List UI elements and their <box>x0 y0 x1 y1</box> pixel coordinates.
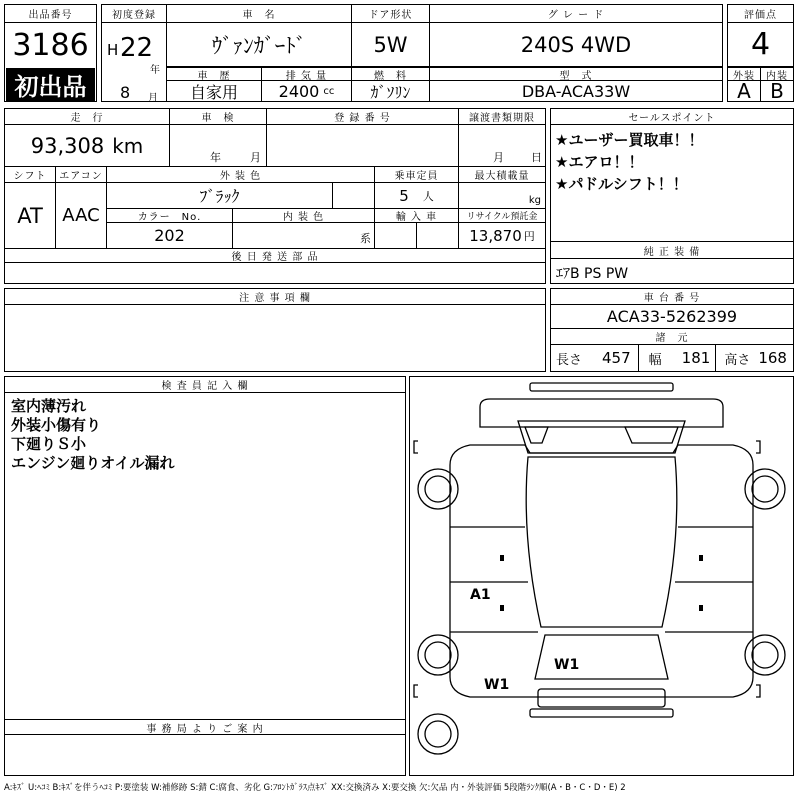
lot-block <box>4 4 97 102</box>
capacity-unit: 人 <box>422 189 434 203</box>
equipment-label: 純 正 装 備 <box>551 241 793 259</box>
import-label: 輸 入 車 <box>375 209 459 223</box>
length-value: 457 <box>602 349 631 367</box>
int-color-label: 内 装 色 <box>233 209 375 223</box>
ac-label: エアコン <box>56 167 107 183</box>
interior-label: 内装 <box>761 67 793 81</box>
car-name-label: 車 名 <box>167 5 352 23</box>
interior-grade: B <box>770 79 784 103</box>
int-color-unit: 系 <box>360 232 371 245</box>
inspector-label: 検 査 員 記 入 欄 <box>5 377 405 393</box>
sales-points-label: セールスポイント <box>551 109 793 125</box>
lot-number: 3186 <box>12 27 89 63</box>
mileage-label: 走 行 <box>5 109 170 125</box>
sales-point: ★エアロ！！ <box>555 153 644 171</box>
model-value: DBA-ACA33W <box>521 81 631 101</box>
marker-shape <box>500 555 504 561</box>
mileage: 93,308 <box>30 133 105 158</box>
ac-value: AAC <box>56 183 107 249</box>
inspector-notes <box>11 397 175 473</box>
wheel-rear-left-inner <box>425 642 451 668</box>
width-value: 181 <box>681 349 711 367</box>
damage-mark: W1 <box>554 657 580 673</box>
int-color-value <box>233 223 375 249</box>
car-diagram <box>409 376 794 776</box>
fuel-value: ｶﾞｿﾘﾝ <box>352 81 430 101</box>
marker-shape-4 <box>699 605 703 611</box>
recycle-unit: 円 <box>523 229 535 243</box>
inspection-label: 車 検 <box>170 109 267 125</box>
wheel-front-left-inner <box>425 476 451 502</box>
marker-shape-3 <box>500 605 504 611</box>
damage-mark: A1 <box>470 587 491 603</box>
inspector-line: エンジン廻りオイル漏れ <box>11 454 175 472</box>
import-value-b <box>417 223 459 249</box>
recycle-label: リサイクル預託金 <box>459 209 545 223</box>
first-listing-badge: 初出品 <box>6 68 95 101</box>
width-label: 幅 <box>648 352 662 368</box>
shift-value: AT <box>5 183 56 249</box>
reg-label: 登 録 番 号 <box>267 109 459 125</box>
bracket-right-rear <box>756 685 760 697</box>
sales-point: ★ユーザー買取車！！ <box>555 131 704 149</box>
office-label: 事 務 局 よ り ご 案 内 <box>5 719 405 735</box>
wiper-shape-2 <box>625 427 678 443</box>
front-bumper-shape <box>530 383 673 391</box>
load-label: 最大積載量 <box>459 167 545 183</box>
bracket-right-front <box>756 441 760 453</box>
chassis-label: 車 台 番 号 <box>551 289 793 305</box>
reg-value <box>267 125 459 167</box>
recycle-value <box>459 223 545 249</box>
month: 8 <box>120 83 131 102</box>
load-value <box>459 183 545 209</box>
body-outline-shape <box>450 445 753 697</box>
sales-point: ★パドルシフト！！ <box>555 175 688 193</box>
score-block <box>727 4 794 102</box>
dims-divider-2 <box>715 345 716 371</box>
dims-label: 諸 元 <box>551 329 793 345</box>
grade-value: 240S 4WD <box>430 23 722 67</box>
year: 22 <box>120 33 154 63</box>
ext-color-value: ﾌﾞﾗｯｸ <box>107 183 333 209</box>
dims-divider-1 <box>638 345 639 371</box>
sales-block <box>550 108 794 284</box>
color-no-label: カラー No. <box>107 209 233 223</box>
import-value-a <box>375 223 417 249</box>
displacement-value <box>262 81 352 101</box>
wheel-rear-right-inner <box>752 642 778 668</box>
color-no-value: 202 <box>107 223 233 249</box>
wheel-rear-left-shape <box>418 635 458 675</box>
chassis-value: ACA33-5262399 <box>551 305 793 329</box>
inspection-year-unit: 年 <box>210 151 221 164</box>
car-name: ｳﾞｧﾝｶﾞｰﾄﾞ <box>167 23 352 67</box>
mileage-unit: km <box>112 133 144 158</box>
capacity-value <box>375 183 459 209</box>
displacement-unit: cc <box>323 85 335 97</box>
wiper-shape <box>525 427 548 443</box>
history-label: 車 歴 <box>167 67 262 81</box>
sales-points-list <box>555 129 791 195</box>
roof-shape <box>526 457 677 627</box>
history-value: 自家用 <box>167 81 262 101</box>
score-label: 評価点 <box>728 5 793 23</box>
mileage-value <box>5 125 170 167</box>
load-unit: kg <box>528 195 541 206</box>
wheel-front-left-shape <box>418 469 458 509</box>
wheel-front-right-shape <box>745 469 785 509</box>
bracket-left-rear <box>414 685 418 697</box>
inspector-block <box>4 376 406 776</box>
equipment-value: ｴｱB PS PW <box>556 266 629 282</box>
caution-block <box>4 288 546 372</box>
exterior-grade: A <box>728 81 761 101</box>
displacement-label: 排 気 量 <box>262 67 352 81</box>
month-unit: 月 <box>148 93 158 104</box>
marker-shape-2 <box>699 555 703 561</box>
spare-wheel-shape <box>418 714 458 754</box>
inspection-month-unit: 月 <box>250 151 261 164</box>
rear-bumper-strip-shape <box>530 709 673 717</box>
damage-mark: W1 <box>484 677 510 693</box>
spare-wheel-inner <box>425 721 451 747</box>
exterior-label: 外装 <box>728 67 761 81</box>
capacity-label: 乗車定員 <box>375 167 459 183</box>
capacity: 5 <box>399 186 409 205</box>
shift-label: シフト <box>5 167 56 183</box>
first-reg-value <box>102 23 167 76</box>
later-parts-label: 後 日 発 送 部 品 <box>5 249 545 263</box>
rear-bumper-shape <box>538 689 665 707</box>
inspector-line: 室内薄汚れ <box>11 397 87 415</box>
recycle: 13,870 <box>469 226 522 245</box>
ext-color-extra <box>333 183 375 209</box>
lot-label: 出品番号 <box>5 5 96 23</box>
caution-label: 注 意 事 項 欄 <box>5 289 545 305</box>
height-label: 高さ <box>724 352 751 368</box>
height-value: 168 <box>758 349 787 367</box>
inspection-value <box>170 125 267 167</box>
windshield-shape <box>518 421 685 453</box>
transfer-value <box>459 125 545 167</box>
inspector-line: 下廻りＳ小 <box>11 435 87 453</box>
car-diagram-svg <box>410 377 793 775</box>
hood-shape <box>480 399 723 427</box>
chassis-block <box>550 288 794 372</box>
transfer-month-unit: 月 <box>493 151 504 164</box>
wheel-front-right-inner <box>752 476 778 502</box>
transfer-day-unit: 日 <box>531 151 542 164</box>
wheel-rear-right-shape <box>745 635 785 675</box>
ext-color-label: 外 装 色 <box>107 167 375 183</box>
later-parts-value <box>5 263 545 283</box>
model-label: 型 式 <box>430 67 722 81</box>
fuel-label: 燃 料 <box>352 67 430 81</box>
door-value: 5W <box>352 23 430 67</box>
door-label: ドア形状 <box>352 5 430 23</box>
bracket-left-front <box>414 441 418 453</box>
detail-grid <box>4 108 546 284</box>
legend: A:ｷｽﾞ U:ﾍｺﾐ B:ｷｽﾞを伴うﾍｺﾐ P:要塗装 W:補修跡 S:錆 C:腐食、劣化 G:ﾌﾛﾝﾄｶﾞﾗｽ点ｷｽﾞ XX:交換済み X:要交換 欠:欠品 内・外装評価 5段階ﾗﾝｸ順(A・B・C・D・E) 2 <box>4 783 626 793</box>
displacement: 2400 <box>278 81 320 101</box>
transfer-label: 譲渡書類期限 <box>459 109 545 125</box>
score-value: 4 <box>728 23 793 67</box>
header-grid <box>101 4 723 102</box>
year-unit: 年 <box>150 65 160 76</box>
era: H <box>107 41 119 59</box>
dims-row <box>551 345 793 371</box>
grade-label: グ レ ー ド <box>430 5 722 23</box>
inspector-line: 外装小傷有り <box>11 416 102 434</box>
first-reg-label: 初度登録 <box>102 5 167 23</box>
length-label: 長さ <box>556 352 583 368</box>
month-value <box>102 67 167 104</box>
